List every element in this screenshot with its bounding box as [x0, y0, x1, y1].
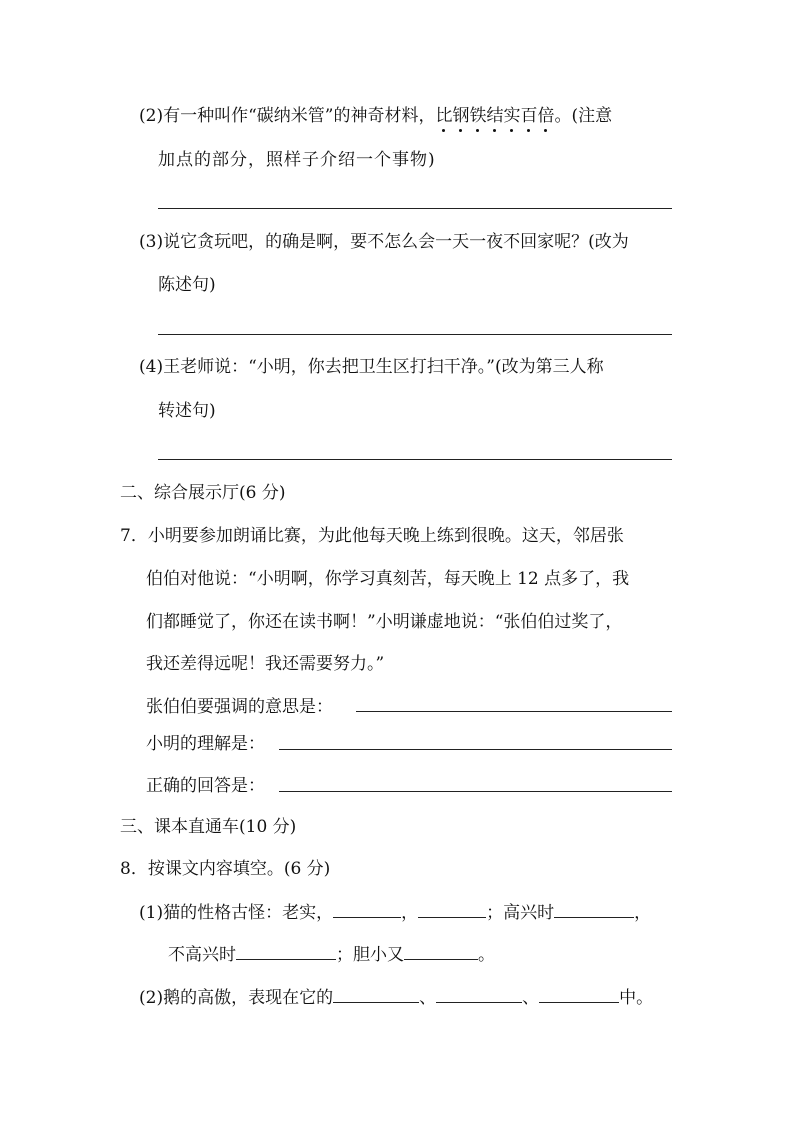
- q7-line2: 伯伯对他说：“小明啊，你学习真刻苦，每天晚上 12 点多了，我: [146, 569, 630, 589]
- q8-item1-line2: [168, 941, 495, 967]
- q8-item2-text-a: (2)鹅的高傲，表现在它的: [139, 988, 334, 1008]
- section-heading: 三、课本直通车(10 分): [120, 817, 297, 837]
- dotted-char: 钢: [452, 106, 470, 126]
- q6-item3-line1: (3)说它贪玩吧，的确是啊，要不怎么会一天一夜不回家呢？(改为: [139, 232, 629, 252]
- q8-item1-text-a: (1)猫的性格古怪：老实，: [139, 903, 334, 923]
- q8-item1-text-e: 不高兴时: [168, 945, 236, 965]
- q8-item1-text-f: ；胆小又: [336, 945, 404, 965]
- section-heading: 二、综合展示厅(6 分): [120, 483, 286, 503]
- q7-prompt-2: 小明的理解是：: [146, 734, 265, 754]
- dotted-char: 比: [435, 106, 453, 126]
- q8-item2-text-d: 中。: [619, 988, 654, 1008]
- dotted-char: 倍: [537, 106, 555, 126]
- q6-item4-line2: 转述句): [158, 401, 216, 421]
- fill-blank[interactable]: [418, 899, 486, 918]
- q6-item3-line2: 陈述句): [158, 275, 216, 295]
- q6-item2-text-b: 。(注意: [554, 106, 613, 126]
- answer-line[interactable]: [158, 459, 672, 460]
- q7-prompt-1: 张伯伯要强调的意思是：: [146, 697, 333, 717]
- dotted-char: 百: [520, 106, 538, 126]
- dotted-char: 实: [503, 106, 521, 126]
- fill-blank[interactable]: [333, 984, 419, 1003]
- fill-blank[interactable]: [554, 899, 634, 918]
- q6-item2-text-a: (2)有一种叫作“碳纳米管”的神奇材料，: [139, 106, 436, 126]
- answer-line[interactable]: [279, 749, 672, 750]
- fill-blank[interactable]: [236, 941, 336, 960]
- q8-item1-text-d: ，: [634, 903, 652, 923]
- q8-item1-text-c: ；高兴时: [486, 903, 555, 923]
- q8-item2-text-b: 、: [419, 988, 437, 1008]
- answer-line[interactable]: [158, 334, 672, 335]
- dotted-char: 铁: [469, 106, 487, 126]
- answer-line[interactable]: [158, 208, 672, 209]
- q8-item1-text-b: ，: [401, 903, 419, 923]
- q7-line4: 我还差得远呢！我还需要努力。”: [146, 654, 385, 674]
- q8-stem: 8．按课文内容填空。(6 分): [120, 859, 331, 879]
- dotted-char: 结: [486, 106, 504, 126]
- answer-line[interactable]: [279, 791, 672, 792]
- q8-item1-line1: [139, 899, 651, 925]
- q7-prompt-3: 正确的回答是：: [146, 776, 265, 796]
- q7-line3: 们都睡觉了，你还在读书啊！”小明谦虚地说：“张伯伯过奖了，: [146, 612, 623, 632]
- fill-blank[interactable]: [404, 941, 478, 960]
- fill-blank[interactable]: [333, 899, 401, 918]
- q6-item2-line2: 加点的部分，照样子介绍一个事物): [158, 150, 436, 170]
- q6-item4-line1: (4)王老师说：“小明，你去把卫生区打扫干净。”(改为第三人称: [139, 357, 604, 377]
- fill-blank[interactable]: [539, 984, 619, 1003]
- answer-line[interactable]: [356, 711, 672, 712]
- q8-item2-text-c: 、: [522, 988, 540, 1008]
- q8-item1-text-g: 。: [478, 945, 495, 965]
- q6-item2-line1: [139, 104, 612, 128]
- emphasis-dotted-text: [435, 106, 554, 126]
- q7-line1: 7．小明要参加朗诵比赛，为此他每天晚上练到很晚。这天，邻居张: [120, 526, 624, 546]
- q8-item2-line1: [139, 984, 653, 1010]
- fill-blank[interactable]: [436, 984, 522, 1003]
